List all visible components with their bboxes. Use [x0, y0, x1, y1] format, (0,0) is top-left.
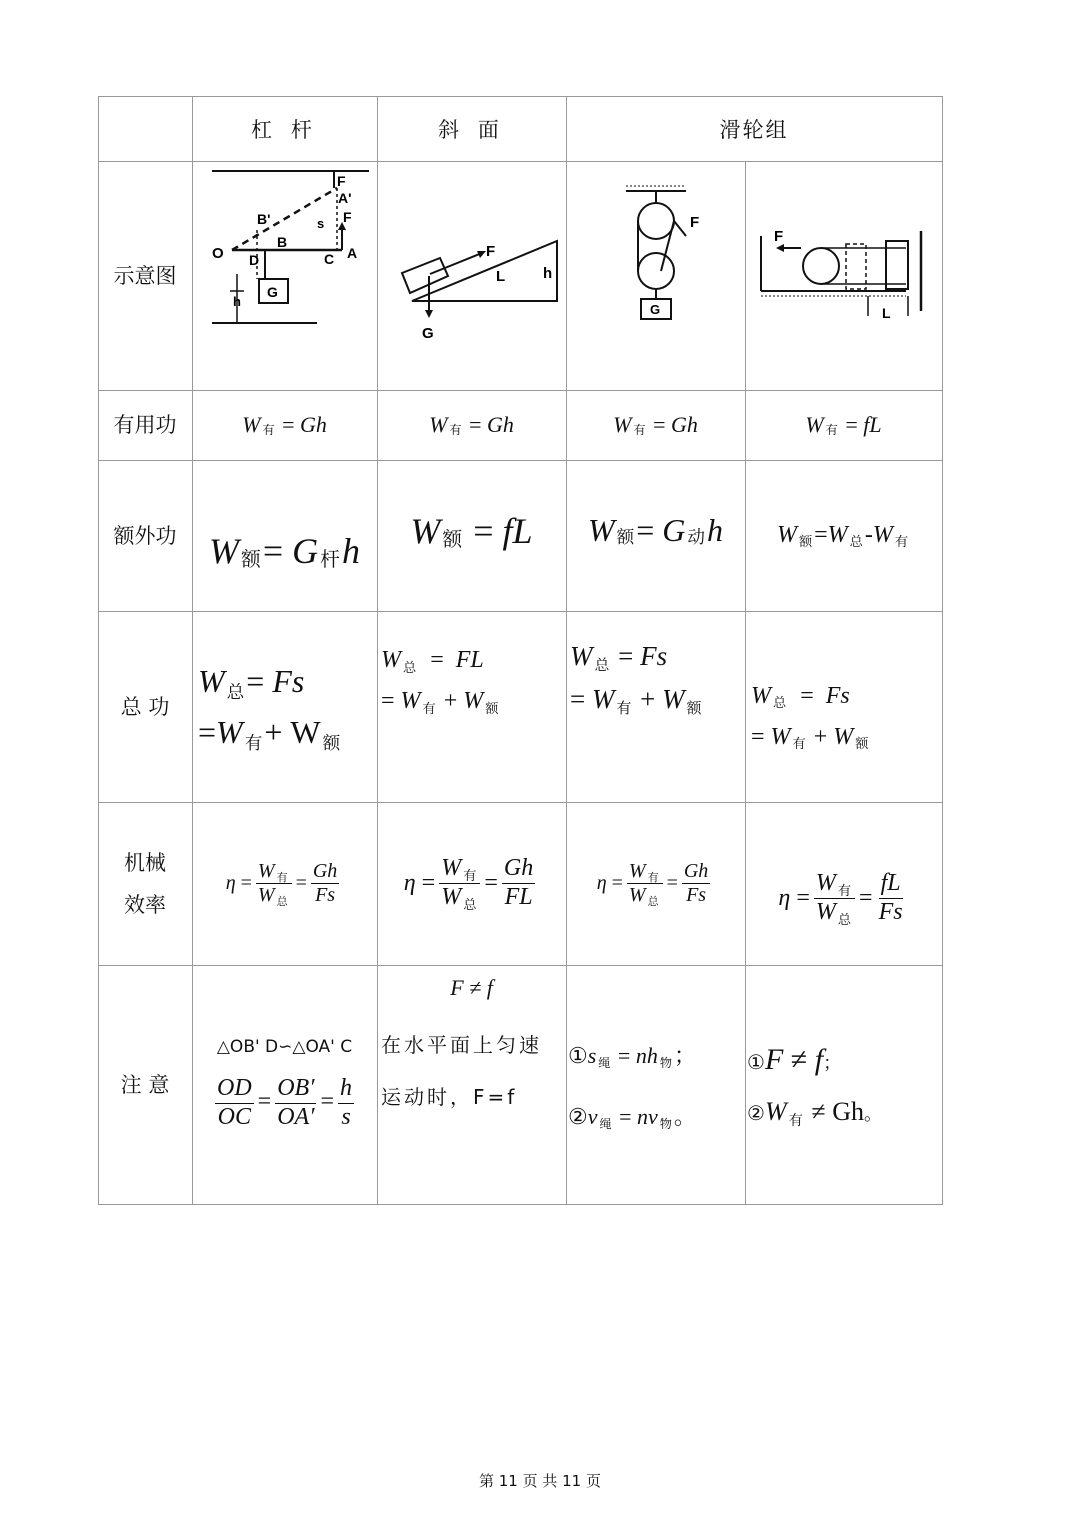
notes-pulley-vertical — [566, 965, 745, 1204]
pulley-vertical-label-F: F — [689, 213, 699, 231]
notes-pulley-vertical-line1: ①s 绳 = nh 物； — [568, 1042, 696, 1070]
efficiency-pulley-horizontal: η = $\frac{\text{W 有}}{\text{W 总}}$ = $\frac{fL}{Fs}$ — [778, 870, 903, 928]
formula-table — [98, 96, 943, 1205]
extra-work-incline: W 额 = fL — [410, 510, 533, 551]
lever-label-h: h — [233, 293, 241, 309]
useful-work-pulley-horizontal: W 有 = fL — [805, 412, 882, 437]
row-label-extra-work: 额外功 — [113, 523, 177, 548]
notes-incline-inequality: F ≠ f — [450, 975, 493, 1000]
lever-label-B: B — [277, 233, 288, 250]
incline-label-L: L — [495, 267, 505, 285]
pulley-vertical-label-G: G — [649, 301, 660, 317]
notes-incline-text: 在水平面上匀速运动时，F=f — [381, 1033, 542, 1109]
header-lever: 杠 杆 — [251, 117, 318, 142]
pulley-horizontal-label-L: L — [882, 304, 891, 321]
row-label-total-work: 总 功 — [120, 694, 170, 719]
incline-label-G: G — [421, 324, 434, 342]
extra-work-pulley-horizontal: W 额 = W 总 - W 有 — [776, 522, 909, 550]
pulley-horizontal-diagram-svg — [756, 206, 931, 346]
lever-label-A: A — [347, 244, 358, 261]
notes-pulley-horizontal-line2: ②W 有 ≠ Gh。 — [747, 1096, 882, 1129]
notes-lever — [192, 965, 377, 1204]
useful-work-incline: W 有 = Gh — [429, 412, 514, 437]
incline-diagram-svg — [382, 176, 562, 376]
pulley-vertical-diagram-svg — [586, 181, 726, 371]
total-work-incline: W 总 = FL = W 有 + W 额 — [381, 647, 499, 717]
row-label-efficiency-line1: 机械 — [124, 850, 166, 875]
pulley-vertical-diagram — [566, 161, 745, 390]
efficiency-pulley-vertical: η = $\frac{\text{W 有}}{\text{W 总}}$ = $\frac{Gh}{Fs}$ — [596, 860, 709, 908]
header-incline: 斜 面 — [438, 117, 505, 142]
total-work-pulley-vertical: W 总 = Fs = W 有 + W 额 — [570, 641, 702, 718]
row-label-efficiency-line2: 效率 — [124, 892, 166, 917]
lever-diagram — [192, 161, 377, 390]
lever-label-A-prime: A' — [338, 189, 352, 206]
pulley-horizontal-label-F: F — [774, 227, 784, 245]
notes-pulley-horizontal-line1: ①F ≠ f； — [747, 1042, 842, 1076]
row-label-useful-work: 有用功 — [113, 413, 177, 437]
total-work-pulley-horizontal: W 总 = Fs = W 有 + W 额 — [751, 682, 869, 753]
notes-pulley-vertical-line2: ②v 绳 = nv 物。 — [568, 1103, 696, 1131]
incline-diagram — [377, 161, 566, 390]
lever-label-B-prime: B' — [257, 210, 271, 227]
header-pulley: 滑轮组 — [719, 117, 789, 142]
efficiency-lever: η = $\frac{\text{W 有}}{\text{W 总}}$ = $\frac{Gh}{Fs}$ — [225, 860, 338, 908]
notes-pulley-horizontal — [745, 965, 942, 1204]
lever-label-s: s — [317, 215, 325, 231]
extra-work-lever: W 额 = G 杆 h — [209, 530, 360, 571]
row-label-efficiency — [98, 802, 192, 965]
lever-label-O: O — [212, 244, 224, 262]
lever-label-C: C — [324, 250, 335, 267]
lever-label-F-top: F — [337, 172, 346, 189]
row-label-diagram: 示意图 — [113, 263, 177, 288]
lever-label-F-mid: F — [343, 208, 352, 225]
incline-label-F: F — [485, 242, 495, 260]
lever-label-D: D — [249, 251, 260, 268]
lever-label-G: G — [267, 283, 278, 300]
incline-label-h: h — [542, 264, 552, 282]
notes-incline — [377, 965, 566, 1204]
row-label-notes: 注 意 — [120, 1072, 170, 1097]
extra-work-pulley-vertical: W 额 = G 动 h — [587, 512, 724, 549]
useful-work-pulley-vertical: W 有 = Gh — [613, 412, 698, 437]
lever-diagram-svg — [197, 166, 372, 386]
notes-lever-similar-triangles: △OB' D∽△OA' C — [216, 1037, 353, 1058]
useful-work-lever: W 有 = Gh — [242, 412, 327, 437]
notes-lever-ratio: $\frac{OD}{OC}$ = $\frac{OB'}{OA'}$ = $\frac{h}{s}$ — [216, 1075, 352, 1130]
efficiency-incline: η = $\frac{\text{W 有}}{\text{W 总}}$ = $\frac{Gh}{FL}$ — [403, 855, 534, 913]
pulley-horizontal-diagram — [745, 161, 942, 390]
total-work-lever: W 总= Fs =W 有+ W 额 — [198, 662, 341, 754]
page-footer: 第 11 页 共 11 页 — [478, 1472, 601, 1490]
